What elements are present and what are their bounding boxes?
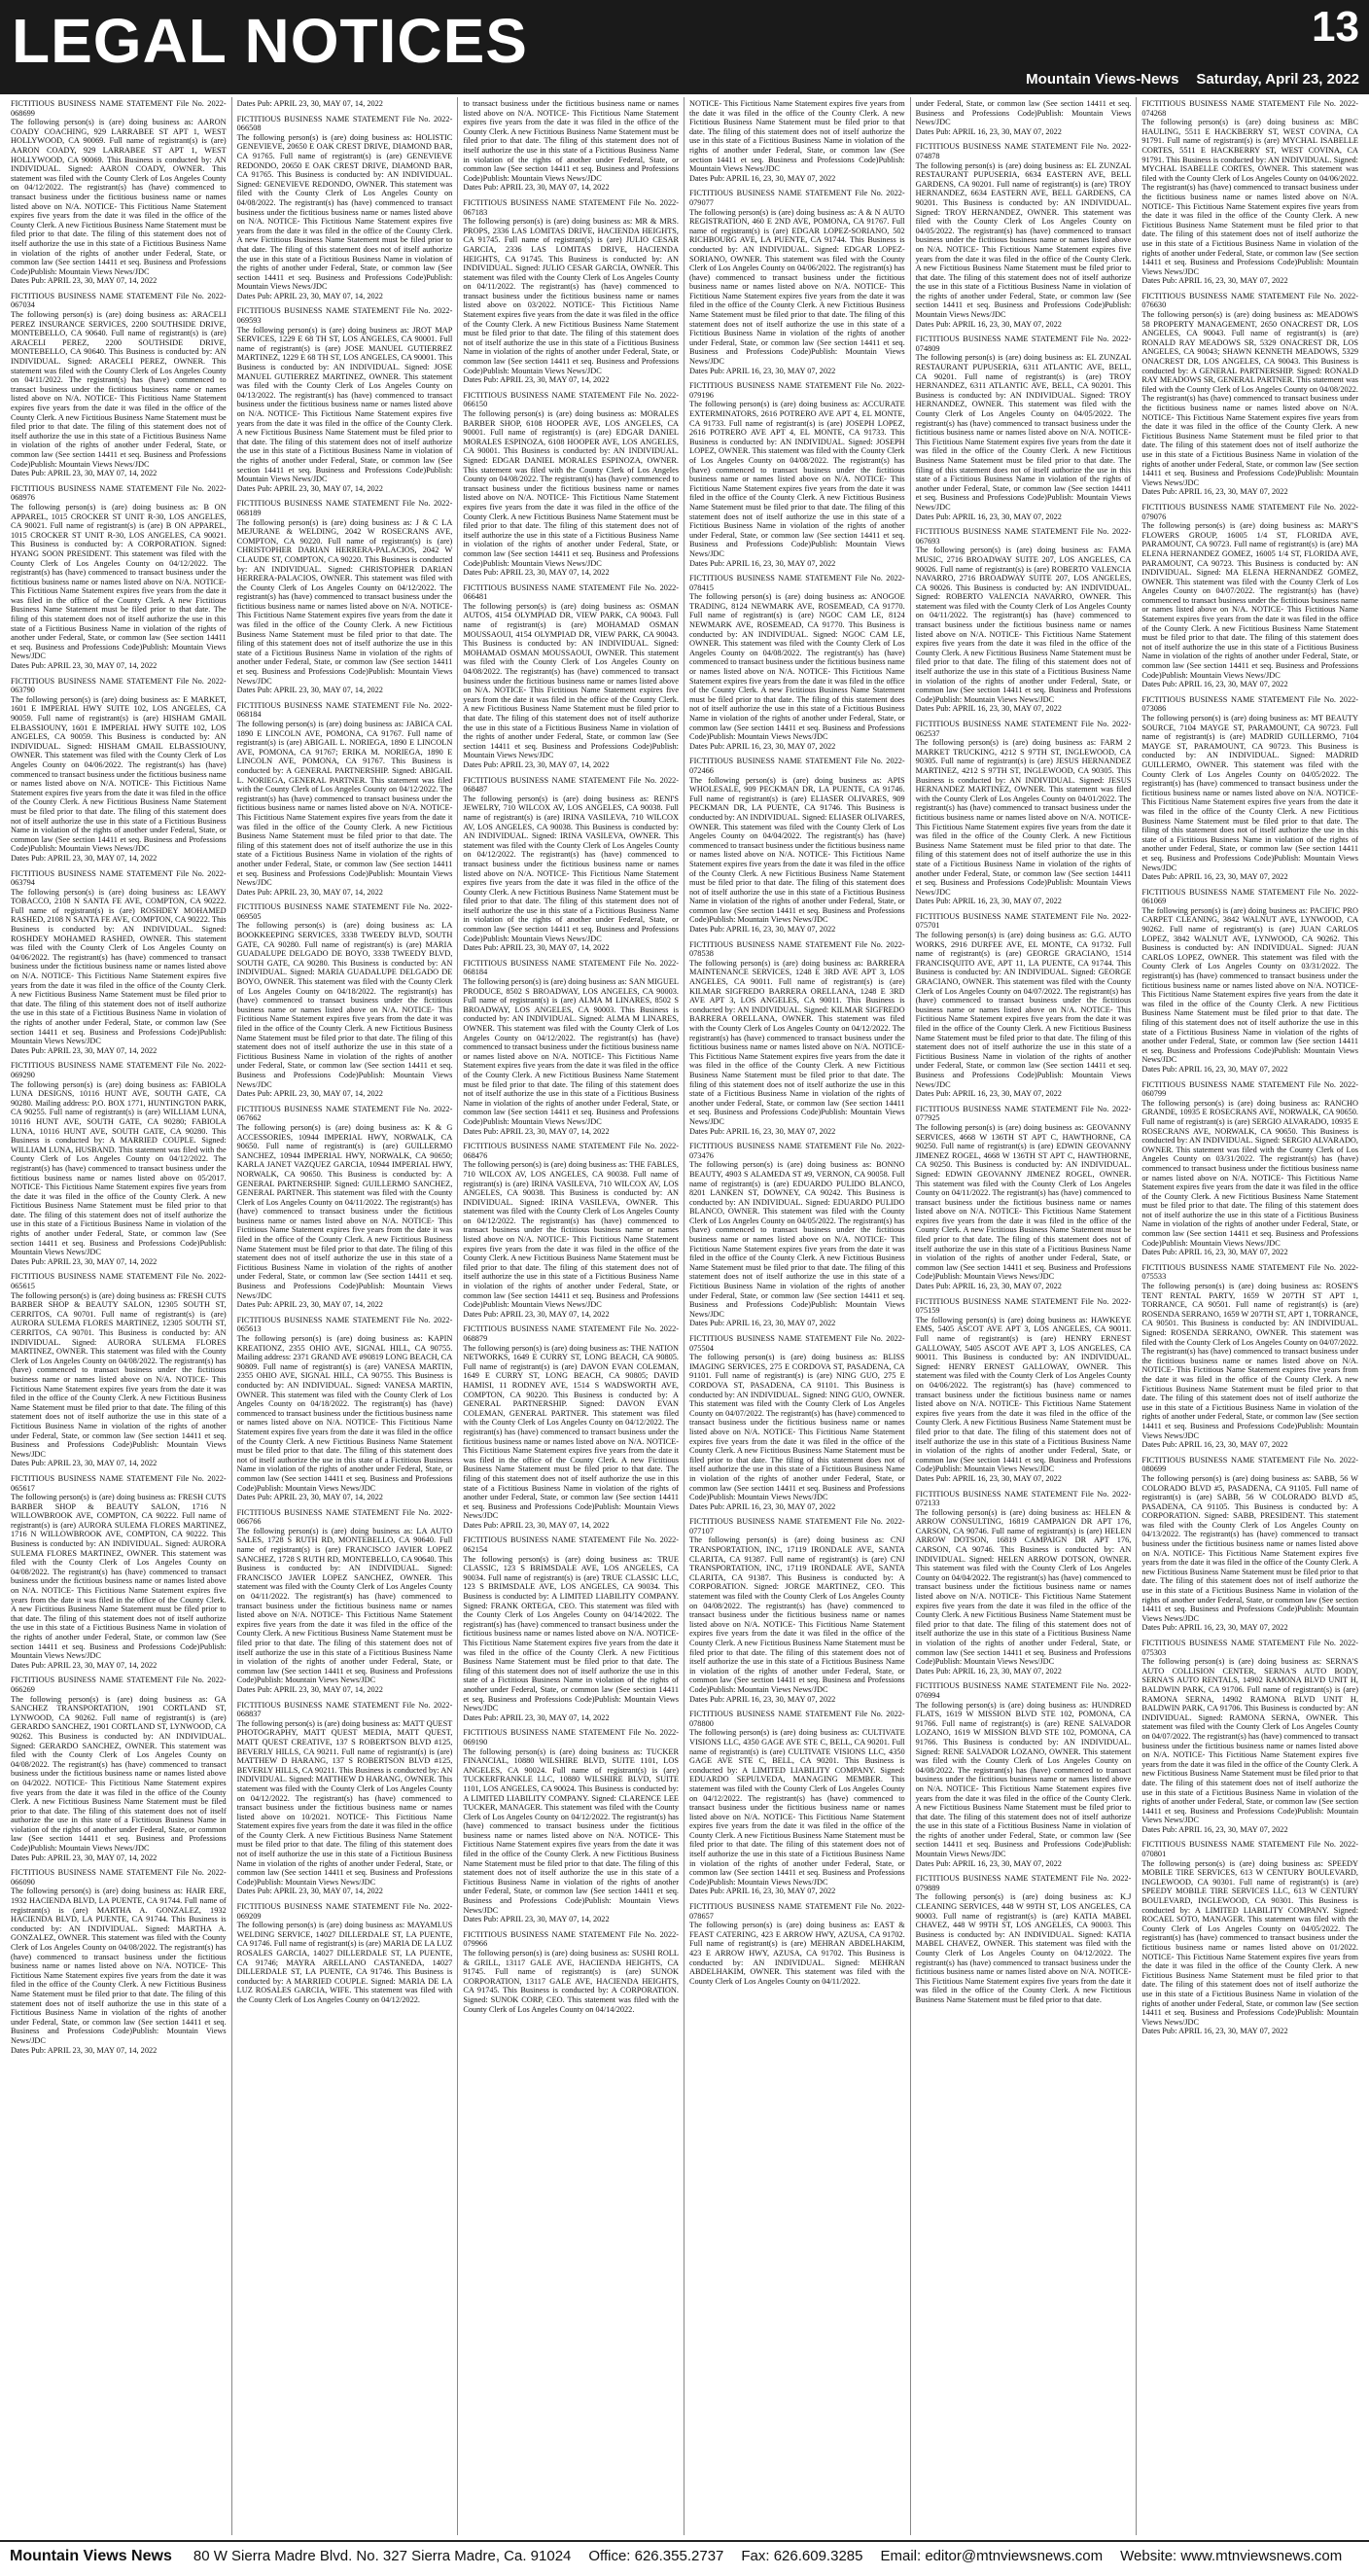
notice-publication-dates: Dates Pub: APRIL 23, 30, MAY 07, 14, 2022 bbox=[11, 1853, 158, 1862]
notice-heading: FICTITIOUS BUSINESS NAME STATEMENT File No. 2022-079076 bbox=[1141, 502, 1358, 521]
notice-publication-dates: Dates Pub: APRIL 16, 23, 30, MAY 07, 2022 bbox=[689, 558, 836, 568]
notice-body: under Federal, State, or common law (See section 14411 et seq. Business and Professions Code)Publish: Mountain Views News/JDC bbox=[915, 99, 1132, 127]
notice-body: The following person(s) is (are) doing business as: LA BOOKKEEPING SERVICES, 3338 TWEEDY BLVD, SOUTH GATE, CA 90280. Full name of registrant(s) is (are) MARIA GUADALUPE DELGADO DE BOYO, 3338 TWEEDY BLVD, SOUTH GATE, CA 90280. This Business is conducted by: AN INDIVIDUAL. Signed: MARIA GUADALUPE DELGADO DE BOYO, OWNER. This statement was filed with the County Clerk of Los Angeles County on 04/18/2022. The registrant(s) has (have) commenced to transact business under the fictitious business name or names listed above on N/A. NOTICE- This Fictitious Name Statement expires five years from the date it was filed in the office of the County Clerk. A new Fictitious Business Name Statement must be filed prior to that date. The filing of this statement does not of itself authorize the use in this state of a Fictitious Business Name in violation of the rights of another under Federal, State, or common law (See section 14411 et seq. Business and Professions Code)Publish: Mountain Views News/JDC bbox=[236, 921, 453, 1089]
notice-publication-dates: Dates Pub: APRIL 23, 30, MAY 07, 14, 2022 bbox=[236, 1887, 383, 1896]
legal-notice bbox=[11, 1474, 227, 1670]
notice-column bbox=[1137, 97, 1363, 2535]
notice-body: to transact business under the fictitious business name or names listed above on N/A. NOTICE- This Fictitious Name Statement expires five years from the date it was filed in the office of the County Clerk. A new Fictitious Business Name Statement must be filed prior to that date. The filing of this statement does not of itself authorize the use in this state of a Fictitious Business Name in violation of the rights of another under Federal, State, or common law (See section 14411 et seq. Business and Professions Code)Publish: Mountain Views News/JDC bbox=[463, 99, 679, 183]
notice-publication-dates: Dates Pub: APRIL 23, 30, MAY 07, 14, 2022 bbox=[463, 943, 610, 953]
notice-publication-dates: Dates Pub: APRIL 23, 30, MAY 07, 14, 2022 bbox=[463, 759, 610, 769]
notice-body: The following person(s) is (are) doing business as: JROT MAP SERVICES, 1229 E 68 TH ST, LOS ANGELES, CA 90001. Full name of registrant(s) is (are) JOSE MANUEL GUTIERREZ MARTINEZ, 1229 E 68 TH ST, LOS ANGELES, CA 90001. This Business is conducted by: AN INDIVIDUAL. Signed: JOSE MANUEL GUTIERREZ MARTINEZ, OWNER. This statement was filed with the County Clerk of Los Angeles County on 04/13/2022. The registrant(s) has (have) commenced to transact business under the fictitious business name or names listed above on N/A. NOTICE- This Fictitious Name Statement expires five years from the date it was filed in the office of the County Clerk. A new Fictitious Business Name Statement must be filed prior to that date. The filing of this statement does not of itself authorize the use in this state of a Fictitious Business Name in violation of the rights of another under Federal, State, or common law (See section 14411 et seq. Business and Professions Code)Publish: Mountain Views News/JDC bbox=[236, 325, 453, 484]
notice-heading: FICTITIOUS BUSINESS NAME STATEMENT File No. 2022-068879 bbox=[463, 1324, 679, 1343]
notice-heading: FICTITIOUS BUSINESS NAME STATEMENT File No. 2022-074268 bbox=[1141, 99, 1358, 118]
notice-publication-dates: Dates Pub: APRIL 23, 30, MAY 07, 14, 2022 bbox=[463, 1520, 610, 1530]
legal-notice bbox=[916, 527, 1132, 714]
notice-heading: FICTITIOUS BUSINESS NAME STATEMENT File No. 2022-066090 bbox=[11, 1868, 227, 1887]
legal-notice bbox=[237, 306, 453, 493]
notice-body: The following person(s) is (are) doing business as: JABICA CAL 1890 E LINCOLN AVE, POMONA, CA 91767. Full name of registrant(s) is (are) ABIGAIL L. NORIEGA, 1890 E LINCOLN AVE, POMONA, CA 91767; ERIKA M. NORIEGA, 1890 E LINCOLN AVE, POMONA, CA 91767. This Business is conducted by: A GENERAL PARTNERSHIP. Signed: ABIGAIL L. NORIEGA, GENERAL PARTNER. This statement was filed with the County Clerk of Los Angeles County on 04/12/2022. The registrant(s) has (have) commenced to transact business under the fictitious business name or names listed above on N/A. NOTICE- This Fictitious Name Statement expires five years from the date it was filed in the office of the County Clerk. A new Fictitious Business Name Statement must be filed prior to that date. The filing of this statement does not of itself authorize the use in this state of a Fictitious Business Name in violation of the rights of another under Federal, State, or common law (See section 14411 et seq. Business and Professions Code)Publish: Mountain Views News/JDC bbox=[236, 720, 453, 888]
legal-notice bbox=[916, 720, 1132, 906]
legal-notice bbox=[1141, 292, 1358, 497]
notice-body: The following person(s) is (are) doing business as: J & C LA MEJURANE & WELDING, 2042 W ROSECRANS AVE, COMPTON, CA 90220. Full name of registrant(s) is (are) CHRISTOPHER DARIAN HERRERA-PALACIOS, 2042 W CLAUDE ST, COMPTON, CA 90220. This Business is conducted by: AN INDIVIDUAL. Signed: CHRISTOPHER DARIAN HERRERA-PALACIOS, OWNER. This statement was filed with the County Clerk of Los Angeles County on 04/12/2022. The registrant(s) has (have) commenced to transact business under the fictitious business name or names listed above on N/A. NOTICE- This Fictitious Name Statement expires five years from the date it was filed in the office of the County Clerk. A new Fictitious Business Name Statement must be filed prior to that date. The filing of this statement does not of itself authorize the use in this state of a Fictitious Business Name in violation of the rights of another under Federal, State, or common law (See section 14411 et seq. Business and Professions Code)Publish: Mountain Views News/JDC bbox=[236, 517, 453, 686]
notice-heading: FICTITIOUS BUSINESS NAME STATEMENT File No. 2022-067693 bbox=[915, 527, 1132, 546]
notice-publication-dates: Dates Pub: APRIL 16, 23, 30, MAY 07, 2022 bbox=[689, 1319, 836, 1328]
notice-body: The following person(s) is (are) doing business as: KAPIN KREATIONZ, 2355 OHIO AVE, SIGNAL HILL, CA 90755. Mailing address: 2371 GRAND AVE #90819 LONG BEACH, CA 90809. Full name of registrant(s) is (are) VANESA MARTIN, 2355 OHIO AVE, SIGNAL HILL, CA 90755. This Business is conducted by: AN INDIVIDUAL. Signed: VANESA MARTIN, OWNER. This statement was filed with the County Clerk of Los Angeles County on 04/18/2022. The registrant(s) has (have) commenced to transact business under the fictitious business name or names listed above on N/A. NOTICE- This Fictitious Name Statement expires five years from the date it was filed in the office of the County Clerk. A new Fictitious Business Name Statement must be filed prior to that date. The filing of this statement does not of itself authorize the use in this state of a Fictitious Business Name in violation of the rights of another under Federal, State, or common law (See section 14411 et seq. Business and Professions Code)Publish: Mountain Views News/JDC bbox=[236, 1334, 453, 1493]
notice-heading: FICTITIOUS BUSINESS NAME STATEMENT File No. 2022-067034 bbox=[11, 291, 227, 310]
notice-body: The following person(s) is (are) doing business as: MATT QUEST PHOTOGRAPHY, MATT QUEST MEDIA, MATT QUEST, MATT QUEST CREATIVE, 137 S ROBERTSON BLVD #125, BEVERLY HILLS, CA 90211. Full name of registrant(s) is (are) MATTHEW D HARANG, 137 S ROBERTSON BLVD #125, BEVERLY HILLS, CA 90211. This Business is conducted by: AN INDIVIDUAL. Signed: MATTHEW D HARANG, OWNER. This statement was filed with the County Clerk of Los Angeles County on 04/12/2022. The registrant(s) has (have) commenced to transact business under the fictitious business name or names listed above on 10/2021. NOTICE- This Fictitious Name Statement expires five years from the date it was filed in the office of the County Clerk. A new Fictitious Business Name Statement must be filed prior to that date. The filing of this statement does not of itself authorize the use in this state of a Fictitious Business Name in violation of the rights of another under Federal, State, or common law (See section 14411 et seq. Business and Professions Code)Publish: Mountain Views News/JDC bbox=[236, 1718, 453, 1887]
notice-column bbox=[458, 97, 684, 2535]
legal-notice bbox=[916, 912, 1132, 1099]
legal-notice bbox=[463, 583, 679, 770]
legal-notice bbox=[689, 574, 905, 751]
notice-body: The following person(s) is (are) doing business as: ROSEN'S TENT RENTAL PARTY, 1659 W 207TH ST APT 1, TORRANCE, CA 90501. Full name of registrant(s) is (are) ROSENDA SERRANO, 1659 W 207TH ST, APT 1, TORRANCE, CA 90501. This Business is conducted by: AN INDIVIDUAL. Signed: ROSENDA SERRANO, OWNER. This statement was filed with the County Clerk of Los Angeles County on 04/07/2022. The registrant(s) has (have) commenced to transact business under the fictitious business name or names listed above on N/A. NOTICE- This Fictitious Name Statement expires five years from the date it was filed in the office of the County Clerk. A new Fictitious Business Name Statement must be filed prior to that date. The filing of this statement does not of itself authorize the use in this state of a Fictitious Business Name in violation of the rights of another under Federal, State, or common law (See section 14411 et seq. Business and Professions Code)Publish: Mountain Views News/JDC bbox=[1141, 1282, 1358, 1440]
notice-heading: FICTITIOUS BUSINESS NAME STATEMENT File No. 2022-066766 bbox=[236, 1507, 453, 1527]
notice-body: The following person(s) is (are) doing business as: K & G ACCESSORIES, 10944 IMPERIAL HWY, NORWALK, CA 90650. Full name of registrant(s) is (are) GUILLERMO SANCHEZ, 10944 IMPERIAL HWY, NORWALK, CA 90650; KARLA JANET VAZQUEZ GARCIA, 10944 IMPERIAL HWY, NORWALK, CA 90650. This Business is conducted by: A GENERAL PARTNERSHIP. Signed: GUILLERMO SANCHEZ, GENERAL PARTNER. This statement was filed with the County Clerk of Los Angeles County on 04/11/2022. The registrant(s) has (have) commenced to transact business under the fictitious business name or names listed above on N/A. NOTICE- This Fictitious Name Statement expires five years from the date it was filed in the office of the County Clerk. A new Fictitious Business Name Statement must be filed prior to that date. The filing of this statement does not of itself authorize the use in this state of a Fictitious Business Name in violation of the rights of another under Federal, State, or common law (See section 14411 et seq. Business and Professions Code)Publish: Mountain Views News/JDC bbox=[236, 1122, 453, 1300]
issue-date: Saturday, April 23, 2022 bbox=[1196, 71, 1359, 88]
notice-publication-dates: Dates Pub: APRIL 16, 23, 30, MAY 07, 2022 bbox=[689, 1501, 836, 1511]
notice-body: The following person(s) is (are) doing business as: GEOVANNY SERVICES, 4668 W 136TH ST APT C, HAWTHORNE, CA 90250. Full name of registrant(s) is (are) EDWIN GEOVANNY JIMENEZ ROGEL, 4668 W 136TH ST APT C, HAWTHORNE, CA 90250. This Business is conducted by: AN INDIVIDUAL. Signed: EDWIN GEOVANNY JIMENEZ ROGEL, OWNER. This statement was filed with the County Clerk of Los Angeles County on 04/11/2022. The registrant(s) has (have) commenced to transact business under the fictitious business name or names listed above on N/A. NOTICE- This Fictitious Name Statement expires five years from the date it was filed in the office of the County Clerk. A new Fictitious Business Name Statement must be filed prior to that date. The filing of this statement does not of itself authorize the use in this state of a Fictitious Business Name in violation of the rights of another under Federal, State, or common law (See section 14411 et seq. Business and Professions Code)Publish: Mountain Views News/JDC bbox=[915, 1122, 1132, 1282]
notice-publication-dates: Dates Pub: APRIL 23, 30, MAY 07, 14, 2022 bbox=[463, 1915, 610, 1924]
notice-publication-dates: Dates Pub: APRIL 16, 23, 30, MAY 07, 2022 bbox=[1141, 487, 1288, 497]
notice-publication-dates: Dates Pub: APRIL 23, 30, MAY 07, 14, 2022 bbox=[236, 483, 383, 493]
notice-publication-dates: Dates Pub: APRIL 23, 30, MAY 07, 14, 2022 bbox=[11, 1660, 158, 1670]
notice-publication-dates: Dates Pub: APRIL 16, 23, 30, MAY 07, 2022 bbox=[915, 1666, 1062, 1676]
notice-heading: FICTITIOUS BUSINESS NAME STATEMENT File No. 2022-076630 bbox=[1141, 291, 1358, 310]
notice-body: The following person(s) is (are) doing business as: HAWKEYE EMS, 5405 ASCOT AVE APT 3, LOS ANGELES, CA 90011. Full name of registrant(s) is (are) HENRY ERNEST GALLOWAY, 5405 ASCOT AVE APT 3, LOS ANGELES, CA 90011. This Business is conducted by: AN INDIVIDUAL. Signed: HENRY ERNEST GALLOWAY, OWNER. This statement was filed with the County Clerk of Los Angeles County on 04/06/2022. The registrant(s) has (have) commenced to transact business under the fictitious business name or names listed above on N/A. NOTICE- This Fictitious Name Statement expires five years from the date it was filed in the office of the County Clerk. A new Fictitious Business Name Statement must be filed prior to that date. The filing of this statement does not of itself authorize the use in this state of a Fictitious Business Name in violation of the rights of another under Federal, State, or common law (See section 14411 et seq. Business and Professions Code)Publish: Mountain Views News/JDC bbox=[915, 1315, 1132, 1474]
notice-heading: FICTITIOUS BUSINESS NAME STATEMENT File No. 2022-077925 bbox=[915, 1104, 1132, 1123]
legal-notice bbox=[237, 902, 453, 1098]
notice-body: The following person(s) is (are) doing business as: LA AUTO SALES, 1728 S RUTH RD, MONTEBELLO, CA 90640. Full name of registrant(s) is (are) FRANCISCO JAVIER LOPEZ SANCHEZ, 1728 S RUTH RD, MONTEBELLO, CA 90640. This Business is conducted by: AN INDIVIDUAL. Signed: FRANCISCO JAVIER LOPEZ SANCHEZ, OWNER. This statement was filed with the County Clerk of Los Angeles County on 04/11/2022. The registrant(s) has (have) commenced to transact business under the fictitious business name or names listed above on N/A. NOTICE- This Fictitious Name Statement expires five years from the date it was filed in the office of the County Clerk. A new Fictitious Business Name Statement must be filed prior to that date. The filing of this statement does not of itself authorize the use in this state of a Fictitious Business Name in violation of the rights of another under Federal, State, or common law (See section 14411 et seq. Business and Professions Code)Publish: Mountain Views News/JDC bbox=[236, 1526, 453, 1685]
legal-notice bbox=[1141, 1080, 1358, 1257]
notice-body: The following person(s) is (are) doing business as: THE NATION NETWORKS, 1649 E CURRY ST, LONG BEACH, CA 90805. Full name of registrant(s) is (are) DAVON EVAN COLEMAN, 1649 E CURRY ST, LONG BEACH, CA 90805; DAVID HAMISI, 11 RODNEY AVE, 1514 S WADSWORTH AVE, COMPTON, CA 90220. This Business is conducted by: A GENERAL PARTNERSHIP. Signed: DAVON EVAN COLEMAN, GENERAL PARTNER. This statement was filed with the County Clerk of Los Angeles County on 04/12/2022. The registrant(s) has (have) commenced to transact business under the fictitious business name or names listed above on N/A. NOTICE- This Fictitious Name Statement expires five years from the date it was filed in the office of the County Clerk. A new Fictitious Business Name Statement must be filed prior to that date. The filing of this statement does not of itself authorize the use in this state of a Fictitious Business Name in violation of the rights of another under Federal, State, or common law (See section 14411 et seq. Business and Professions Code)Publish: Mountain Views News/JDC bbox=[463, 1343, 679, 1521]
notice-body: The following person(s) is (are) doing business as: HOLISTIC GENEVIEVE, 20650 E OAK CREST DRIVE, DIAMOND BAR, CA 91765. Full name of registrant(s) is (are) GENEVIEVE REDONDO, 20650 E OAK CREST DRIVE, DIAMOND BAR, CA 91765. This Business is conducted by: AN INDIVIDUAL. Signed: GENEVIEVE REDONDO, OWNER. This statement was filed with the County Clerk of Los Angeles County on 04/08/2022. The registrant(s) has (have) commenced to transact business under the fictitious business name or names listed above on N/A. NOTICE- This Fictitious Name Statement expires five years from the date it was filed in the office of the County Clerk. A new Fictitious Business Name Statement must be filed prior to that date. The filing of this statement does not of itself authorize the use in this state of a Fictitious Business Name in violation of the rights of another under Federal, State, or common law (See section 14411 et seq. Business and Professions Code)Publish: Mountain Views News/JDC bbox=[236, 132, 453, 292]
notice-publication-dates: Dates Pub: APRIL 16, 23, 30, MAY 07, 2022 bbox=[689, 1694, 836, 1704]
notice-publication-dates: Dates Pub: APRIL 16, 23, 30, MAY 07, 2022 bbox=[915, 1089, 1062, 1099]
notice-body: The following person(s) is (are) doing business as: PACIFIC PRO CARPET CLEANING, 3842 WALNUT AVE, LYNWOOD, CA 90262. Full name of registrant(s) is (are) JUAN CARLOS LOPEZ, 3842 WALNUT AVE, LYNWOOD, CA 90262. This Business is conducted by: AN INDIVIDUAL. Signed: JUAN CARLOS LOPEZ, OWNER. This statement was filed with the County Clerk of Los Angeles County on 03/31/2022. The registrant(s) has (have) commenced to transact business under the fictitious business name or names listed above on N/A. NOTICE- This Fictitious Name Statement expires five years from the date it was filed in the office of the County Clerk. A new Fictitious Business Name Statement must be filed prior to that date. The filing of this statement does not of itself authorize the use in this state of a Fictitious Business Name in violation of the rights of another under Federal, State, or common law (See section 14411 et seq. Business and Professions Code)Publish: Mountain Views News/JDC bbox=[1141, 905, 1358, 1065]
notice-heading: FICTITIOUS BUSINESS NAME STATEMENT File No. 2022-066269 bbox=[11, 1676, 227, 1694]
notice-heading: FICTITIOUS BUSINESS NAME STATEMENT File No. 2022-069290 bbox=[11, 1061, 227, 1079]
notice-publication-dates: Dates Pub: APRIL 16, 23, 30, MAY 07, 2022 bbox=[915, 319, 1062, 329]
legal-notice bbox=[11, 99, 227, 286]
notice-publication-dates: Dates Pub: APRIL 16, 23, 30, MAY 07, 2022 bbox=[915, 1858, 1062, 1868]
notice-heading: FICTITIOUS BUSINESS NAME STATEMENT File No. 2022-063790 bbox=[11, 676, 227, 695]
notice-heading: FICTITIOUS BUSINESS NAME STATEMENT File No. 2022-068184 bbox=[463, 958, 679, 977]
notice-heading: FICTITIOUS BUSINESS NAME STATEMENT File No. 2022-066508 bbox=[236, 114, 453, 133]
notice-body: The following person(s) is (are) doing business as: SABB, 56 W COLORADO BLVD #5, PASADENA, CA 91105. Full name of registrant(s) is (are) SABB, 56 W COLORADO BLVD #5, PASADENA, CA 91105. This Business is conducted by: A CORPORATION. Signed: SABB, PRESIDENT. This statement was filed with the County Clerk of Los Angeles County on 04/13/2022. The registrant(s) has (have) commenced to transact business under the fictitious business name or names listed above on N/A. NOTICE- This Fictitious Name Statement expires five years from the date it was filed in the office of the County Clerk. A new Fictitious Business Name Statement must be filed prior to that date. The filing of this statement does not of itself authorize the use in this state of a Fictitious Business Name in violation of the rights of another under Federal, State, or common law (See section 14411 et seq. Business and Professions Code)Publish: Mountain Views News/JDC bbox=[1141, 1473, 1358, 1623]
notice-heading: FICTITIOUS BUSINESS NAME STATEMENT File No. 2022-079077 bbox=[689, 189, 905, 207]
legal-notice bbox=[689, 189, 905, 375]
notice-body: The following person(s) is (are) doing business as: FAMA MUSIC, 2716 BROADWAY SUITE 207, LOS ANGELES, CA 90026. Full name of registrant(s) is (are) ROBERTO VALENCIA NAVARRO, 2716 BROADWAY SUITE 207, LOS ANGELES, CA 90026. This Business is conducted by: AN INDIVIDUAL. Signed: ROBERTO VALENCIA NAVARRO, OWNER. This statement was filed with the County Clerk of Los Angeles County on 04/11/2022. The registrant(s) has (have) commenced to transact business under the fictitious business name or names listed above on N/A. NOTICE- This Fictitious Name Statement expires five years from the date it was filed in the office of the County Clerk. A new Fictitious Business Name Statement must be filed prior to that date. The filing of this statement does not of itself authorize the use in this state of a Fictitious Business Name in violation of the rights of another under Federal, State, or common law (See section 14411 et seq. Business and Professions Code)Publish: Mountain Views News/JDC bbox=[915, 546, 1132, 704]
notice-publication-dates: Dates Pub: APRIL 23, 30, MAY 07, 14, 2022 bbox=[463, 1712, 610, 1722]
notice-publication-dates: Dates Pub: APRIL 16, 23, 30, MAY 07, 2022 bbox=[1141, 1824, 1288, 1834]
legal-notice bbox=[689, 381, 905, 568]
notice-heading: FICTITIOUS BUSINESS NAME STATEMENT File No. 2022-073476 bbox=[689, 1142, 905, 1160]
notice-publication-dates: Dates Pub: APRIL 23, 30, MAY 07, 14, 2022 bbox=[11, 1256, 158, 1266]
notice-body: The following person(s) is (are) doing business as: CNJ TRANSPORTATION, INC, 17119 IRONDALE AVE, SANTA CLARITA, CA 91387. Full name of registrant(s) is (are) CNJ TRANSPORTATION, INC, 17119 IRONDALE AVE, SANTA CLARITA, CA 91387. This Business is conducted by: A CORPORATION. Signed: JORGE MARTINEZ, CEO. This statement was filed with the County Clerk of Los Angeles County on 04/08/2022. The registrant(s) has (have) commenced to transact business under the fictitious business name or names listed above on N/A. NOTICE- This Fictitious Name Statement expires five years from the date it was filed in the office of the County Clerk. A new Fictitious Business Name Statement must be filed prior to that date. The filing of this statement does not of itself authorize the use in this state of a Fictitious Business Name in violation of the rights of another under Federal, State, or common law (See section 14411 et seq. Business and Professions Code)Publish: Mountain Views News/JDC bbox=[689, 1535, 905, 1694]
footer-address: 80 W Sierra Madre Blvd. No. 327 Sierra Madre, Ca. 91024 bbox=[193, 2548, 572, 2564]
notice-heading: FICTITIOUS BUSINESS NAME STATEMENT File No. 2022-063794 bbox=[11, 868, 227, 888]
legal-notice bbox=[1141, 1456, 1358, 1633]
notice-heading: FICTITIOUS BUSINESS NAME STATEMENT File No. 2022-076994 bbox=[915, 1681, 1132, 1700]
notice-publication-dates: Dates Pub: APRIL 16, 23, 30, MAY 07, 2022 bbox=[689, 741, 836, 751]
notice-body: The following person(s) is (are) doing business as: BARRERA MAINTENANCE SERVICES, 1248 E 3RD AVE APT 3, LOS ANGELES, CA 90011. Full name of registrant(s) is (are) KILMAR SIGFREDO BARRERA ORELLANA, 1248 E 3RD AVE APT 3, LOS ANGELES, CA 90011. This Business is conducted by: AN INDIVIDUAL. Signed: KILMAR SIGFREDO BARRERA ORELLANA, OWNER. This statement was filed with the County Clerk of Los Angeles County on 04/12/2022. The registrant(s) has (have) commenced to transact business under the fictitious business name or names listed above on N/A. NOTICE- This Fictitious Name Statement expires five years from the date it was filed in the office of the County Clerk. A new Fictitious Business Name Statement must be filed prior to that date. The filing of this statement does not of itself authorize the use in this state of a Fictitious Business Name in violation of the rights of another under Federal, State, or common law (See section 14411 et seq. Business and Professions Code)Publish: Mountain Views News/JDC bbox=[689, 958, 905, 1126]
notice-heading: FICTITIOUS BUSINESS NAME STATEMENT File No. 2022-075701 bbox=[915, 911, 1132, 931]
notice-heading: FICTITIOUS BUSINESS NAME STATEMENT File No. 2022-074878 bbox=[915, 142, 1132, 160]
legal-notice bbox=[11, 869, 227, 1056]
notice-body: The following person(s) is (are) doing business as: RANCHO GRANDE, 10935 E ROSECRANS AVE, NORWALK, CA 90650. Full name of registrant(s) is (are) SERGIO ALVARADO, 10935 E ROSECRANS AVE, NORWALK, CA 90650. This Business is conducted by: AN INDIVIDUAL. Signed: SERGIO ALVARADO, OWNER. This statement was filed with the County Clerk of Los Angeles County on 03/31/2022. The registrant(s) has (have) commenced to transact business under the fictitious business name or names listed above on N/A. NOTICE- This Fictitious Name Statement expires five years from the date it was filed in the office of the County Clerk. A new Fictitious Business Name Statement must be filed prior to that date. The filing of this statement does not of itself authorize the use in this state of a Fictitious Business Name in violation of the rights of another under Federal, State, or common law (See section 14411 et seq. Business and Professions Code)Publish: Mountain Views News/JDC bbox=[1141, 1098, 1358, 1248]
legal-notice bbox=[916, 1681, 1132, 1868]
legal-notice bbox=[689, 757, 905, 934]
notice-heading: FICTITIOUS BUSINESS NAME STATEMENT File No. 2022-061069 bbox=[1141, 887, 1358, 906]
notice-publication-dates: Dates Pub: APRIL 23, 30, MAY 07, 14, 2022 bbox=[236, 1493, 383, 1502]
legal-notice bbox=[1141, 1639, 1358, 1834]
legal-notice bbox=[237, 1701, 453, 1896]
notice-body: The following person(s) is (are) doing business as: SAN MIGUEL PRODUCE, 8502 S BROADWAY, LOS ANGELES, CA 90003. Full name of registrant(s) is (are) ALMA M LINARES, 8502 S BROADWAY, LOS ANGELES, CA 90003. This Business is conducted by: AN INDIVIDUAL. Signed: ALMA M LINARES, OWNER. This statement was filed with the County Clerk of Los Angeles County on 04/12/2022. The registrant(s) has (have) commenced to transact business under the fictitious business name or names listed above on N/A. NOTICE- This Fictitious Name Statement expires five years from the date it was filed in the office of the County Clerk. A new Fictitious Business Name Statement must be filed prior to that date. The filing of this statement does not of itself authorize the use in this state of a Fictitious Business Name in violation of the rights of another under Federal, State, or common law (See section 14411 et seq. Business and Professions Code)Publish: Mountain Views News/JDC bbox=[463, 977, 679, 1126]
notice-publication-dates: Dates Pub: APRIL 23, 30, MAY 07, 14, 2022 bbox=[236, 686, 383, 695]
notice-body: The following person(s) is (are) doing business as: ACCURATE EXTERMINATORS, 2616 POTRERO AVE APT 4, EL MONTE, CA 91733. Full name of registrant(s) is (are) JOSEPH LOPEZ, 2616 POTRERO AVE APT 4, EL MONTE, CA 91733. This Business is conducted by: AN INDIVIDUAL. Signed: JOSEPH LOPEZ, OWNER. This statement was filed with the County Clerk of Los Angeles County on 04/08/2022. The registrant(s) has (have) commenced to transact business under the fictitious business name or names listed above on N/A. NOTICE- This Fictitious Name Statement expires five years from the date it was filed in the office of the County Clerk. A new Fictitious Business Name Statement must be filed prior to that date. The filing of this statement does not of itself authorize the use in this state of a Fictitious Business Name in violation of the rights of another under Federal, State, or common law (See section 14411 et seq. Business and Professions Code)Publish: Mountain Views News/JDC bbox=[689, 400, 905, 558]
paper-name: Mountain Views-News bbox=[1026, 71, 1179, 88]
legal-notice bbox=[1141, 99, 1358, 286]
notice-publication-dates: Dates Pub: APRIL 23, 30, MAY 07, 14, 2022 bbox=[236, 1089, 383, 1099]
notice-body: The following person(s) is (are) doing business as: G.G. AUTO WORKS, 2916 DURFEE AVE, EL MONTE, CA 91732. Full name of registrant(s) is (are) GEORGE GRACIANO, 1514 FRANCISQUITO AVE, APT 11, LA PUENTE, CA 91744. This Business is conducted by: AN INDIVIDUAL. Signed: GEORGE GRACIANO, OWNER. This statement was filed with the County Clerk of Los Angeles County on 04/07/2022. The registrant(s) has (have) commenced to transact business under the fictitious business name or names listed above on N/A. NOTICE- This Fictitious Name Statement expires five years from the date it was filed in the office of the County Clerk. A new Fictitious Business Name Statement must be filed prior to that date. The filing of this statement does not of itself authorize the use in this state of a Fictitious Business Name in violation of the rights of another under Federal, State, or common law (See section 14411 et seq. Business and Professions Code)Publish: Mountain Views News/JDC bbox=[915, 931, 1132, 1089]
notice-publication-dates: Dates Pub: APRIL 16, 23, 30, MAY 07, 2022 bbox=[689, 1887, 836, 1896]
legal-notice bbox=[916, 1490, 1132, 1676]
notice-publication-dates: Dates Pub: APRIL 16, 23, 30, MAY 07, 2022 bbox=[915, 704, 1062, 714]
legal-notice bbox=[916, 335, 1132, 521]
notice-body: The following person(s) is (are) doing business as: APIS WHOLESALE, 909 PECKMAN DR, LA PUENTE, CA 91746. Full name of registrant(s) is (are) ELIASER OLIVARES, 909 PECKMAN DR, LA PUENTE, CA 91746. This Business is conducted by: AN INDIVIDUAL. Signed: ELIASER OLIVARES, OWNER. This statement was filed with the County Clerk of Los Angeles County on 04/04/2022. The registrant(s) has (have) commenced to transact business under the fictitious business name or names listed above on N/A. NOTICE- This Fictitious Name Statement expires five years from the date it was filed in the office of the County Clerk. A new Fictitious Business Name Statement must be filed prior to that date. The filing of this statement does not of itself authorize the use in this state of a Fictitious Business Name in violation of the rights of another under Federal, State, or common law (See section 14411 et seq. Business and Professions Code)Publish: Mountain Views News/JDC bbox=[689, 775, 905, 925]
legal-notice bbox=[689, 1902, 905, 1986]
notice-heading: FICTITIOUS BUSINESS NAME STATEMENT File No. 2022-067183 bbox=[463, 197, 679, 217]
legal-notice bbox=[237, 1902, 453, 2005]
notice-heading: FICTITIOUS BUSINESS NAME STATEMENT File No. 2022-069209 bbox=[236, 1902, 453, 1921]
legal-notice bbox=[237, 701, 453, 897]
notice-body: The following person(s) is (are) doing business as: MT BEAUTY SOURCE, 7104 MAYGE ST, PARAMOUNT, CA 90723. Full name of registrant(s) is (are) MADRID GUILLERMO, 7104 MAYGE ST, PARAMOUNT, CA 90723. This Business is conducted by: AN INDIVIDUAL. Signed: MADRID GUILLERMO, OWNER. This statement was filed with the County Clerk of Los Angeles County on 04/05/2022. The registrant(s) has (have) commenced to transact business under the fictitious business name or names listed above on N/A. NOTICE- This Fictitious Name Statement expires five years from the date it was filed in the office of the County Clerk. A new Fictitious Business Name Statement must be filed prior to that date. The filing of this statement does not of itself authorize the use in this state of a Fictitious Business Name in violation of the rights of another under Federal, State, or common law (See section 14411 et seq. Business and Professions Code)Publish: Mountain Views News/JDC bbox=[1141, 714, 1358, 872]
notice-body: The following person(s) is (are) doing business as: HUNDRED FLATS, 1619 W MISSION BLVD STE 102, POMONA, CA 91766. Full name of registrant(s) is (are) RENE SALVADOR LOZANO, 1619 W MISSION BLVD STE 102, POMONA, CA 91766. This Business is conducted by: AN INDIVIDUAL. Signed: RENE SALVADOR LOZANO, OWNER. This statement was filed with the County Clerk of Los Angeles County on 04/08/2022. The registrant(s) has (have) commenced to transact business under the fictitious business name or names listed above on N/A. NOTICE- This Fictitious Name Statement expires five years from the date it was filed in the office of the County Clerk. A new Fictitious Business Name Statement must be filed prior to that date. The filing of this statement does not of itself authorize the use in this state of a Fictitious Business Name in violation of the rights of another under Federal, State, or common law (See section 14411 et seq. Business and Professions Code)Publish: Mountain Views News/JDC bbox=[915, 1700, 1132, 1859]
notice-body: The following person(s) is (are) doing business as: MEADOWS 58 PROPERTY MANAGEMENT, 2650 ONACREST DR, LOS ANGELES, CA 90043. Full name of registrant(s) is (are) RONALD RAY MEADOWS SR, 5329 ONACREST DR, LOS ANGELES, CA 90043; SHAWN KENNETH MEADOWS, 5329 ONACREST DR, LOS ANGELES, CA 90043. This Business is conducted by: A GENERAL PARTNERSHIP. Signed: RONALD RAY MEADOWS SR, GENERAL PARTNER. This statement was filed with the County Clerk of Los Angeles County on 04/08/2022. The registrant(s) has (have) commenced to transact business under the fictitious business name or names listed above on N/A. NOTICE- This Fictitious Name Statement expires five years from the date it was filed in the office of the County Clerk. A new Fictitious Business Name Statement must be filed prior to that date. The filing of this statement does not of itself authorize the use in this state of a Fictitious Business Name in violation of the rights of another under Federal, State, or common law (See section 14411 et seq. Business and Professions Code)Publish: Mountain Views News/JDC bbox=[1141, 310, 1358, 487]
notice-body: The following person(s) is (are) doing business as: A & N AUTO REGISTRATION, 460 E 2ND AVE, POMONA, CA 91767. Full name of registrant(s) is (are) EDGAR LOPEZ-SORIANO, 502 RICHBOURG AVE, LA PUENTE, CA 91744. This Business is conducted by: AN INDIVIDUAL. Signed: EDGAR LOPEZ-SORIANO, OWNER. This statement was filed with the County Clerk of Los Angeles County on 04/06/2022. The registrant(s) has (have) commenced to transact business under the fictitious business name or names listed above on N/A. NOTICE- This Fictitious Name Statement expires five years from the date it was filed in the office of the County Clerk. A new Fictitious Business Name Statement must be filed prior to that date. The filing of this statement does not of itself authorize the use in this state of a Fictitious Business Name in violation of the rights of another under Federal, State, or common law (See section 14411 et seq. Business and Professions Code)Publish: Mountain Views News/JDC bbox=[689, 207, 905, 367]
legal-notice bbox=[916, 1874, 1132, 2004]
legal-notice bbox=[1141, 1263, 1358, 1450]
notice-publication-dates: Dates Pub: APRIL 23, 30, MAY 07, 14, 2022 bbox=[11, 1459, 158, 1468]
legal-notice bbox=[689, 1710, 905, 1896]
notice-body: The following person(s) is (are) doing business as: ANOGOE TRADING, 8124 NEWMARK AVE, ROSEMEAD, CA 91770. Full name of registrant(s) is (are) NGOC CAM LE, 8124 NEWMARK AVE, ROSEMEAD, CA 91770. This Business is conducted by: AN INDIVIDUAL. Signed: NGOC CAM LE, OWNER. This statement was filed with the County Clerk of Los Angeles County on 04/08/2022. The registrant(s) has (have) commenced to transact business under the fictitious business name or names listed above on N/A. NOTICE- This Fictitious Name Statement expires five years from the date it was filed in the office of the County Clerk. A new Fictitious Business Name Statement must be filed prior to that date. The filing of this statement does not of itself authorize the use in this state of a Fictitious Business Name in violation of the rights of another under Federal, State, or common law (See section 14411 et seq. Business and Professions Code)Publish: Mountain Views News/JDC bbox=[689, 592, 905, 742]
notice-column bbox=[684, 97, 911, 2535]
legal-notice bbox=[463, 1142, 679, 1319]
legal-notice bbox=[1141, 888, 1358, 1075]
legal-notice bbox=[463, 959, 679, 1136]
masthead bbox=[0, 0, 1369, 94]
notice-publication-dates: Dates Pub: APRIL 23, 30, MAY 07, 14, 2022 bbox=[463, 375, 610, 385]
notice-publication-dates: Dates Pub: APRIL 16, 23, 30, MAY 07, 2022 bbox=[915, 897, 1062, 906]
notice-heading: FICTITIOUS BUSINESS NAME STATEMENT File No. 2022-068487 bbox=[463, 775, 679, 794]
legal-notice bbox=[1141, 1840, 1358, 2035]
notice-body: The following person(s) is (are) doing business as: THE FABLES, 710 WILCOX AV, LOS ANGELES, CA 90038. Full name of registrant(s) is (are) IRINA VASILEVA, 710 WILCOX AV, LOS ANGELES, CA 90038. This Business is conducted by: AN INDIVIDUAL. Signed: IRINA VASILEVA, OWNER. This statement was filed with the County Clerk of Los Angeles County on 04/12/2022. The registrant(s) has (have) commenced to transact business under the fictitious business name or names listed above on N/A. NOTICE- This Fictitious Name Statement expires five years from the date it was filed in the office of the County Clerk. A new Fictitious Business Name Statement must be filed prior to that date. The filing of this statement does not of itself authorize the use in this state of a Fictitious Business Name in violation of the rights of another under Federal, State, or common law (See section 14411 et seq. Business and Professions Code)Publish: Mountain Views News/JDC bbox=[463, 1160, 679, 1310]
notice-body: The following person(s) is (are) doing business as: FRESH CUTS BARBER SHOP & BEAUTY SALON, 1716 N WILLOWBROOK AVE, COMPTON, CA 90222. Full name of registrant(s) is (are) AURORA SULEMA FLORES MARTINEZ, 1716 N WILLOWBROOK AVE, COMPTON, CA 90222. This Business is conducted by: AN INDIVIDUAL. Signed: AURORA SULEMA FLORES MARTINEZ, OWNER. This statement was filed with the County Clerk of Los Angeles County on 04/08/2022. The registrant(s) has (have) commenced to transact business under the fictitious business name or names listed above on N/A. NOTICE- This Fictitious Name Statement expires five years from the date it was filed in the office of the County Clerk. A new Fictitious Business Name Statement must be filed prior to that date. The filing of this statement does not of itself authorize the use in this state of a Fictitious Business Name in violation of the rights of another under Federal, State, or common law (See section 14411 et seq. Business and Professions Code)Publish: Mountain Views News/JDC bbox=[11, 1493, 227, 1661]
legal-notice bbox=[916, 142, 1132, 329]
legal-notice bbox=[463, 99, 679, 193]
notice-publication-dates: Dates Pub: APRIL 16, 23, 30, MAY 07, 2022 bbox=[915, 1282, 1062, 1291]
legal-notice bbox=[237, 1105, 453, 1310]
legal-notice bbox=[916, 99, 1132, 136]
notice-heading: FICTITIOUS BUSINESS NAME STATEMENT File No. 2022-075533 bbox=[1141, 1262, 1358, 1282]
notice-publication-dates: Dates Pub: APRIL 23, 30, MAY 07, 14, 2022 bbox=[11, 853, 158, 863]
legal-notice bbox=[11, 292, 227, 478]
notice-publication-dates: Dates Pub: APRIL 16, 23, 30, MAY 07, 2022 bbox=[915, 512, 1062, 521]
footer-fax: Fax: 626.609.3285 bbox=[741, 2548, 863, 2564]
notice-publication-dates: Dates Pub: APRIL 16, 23, 30, MAY 07, 2022 bbox=[1141, 680, 1288, 689]
notice-body: The following person(s) is (are) doing business as: RENI'S JEWELRY, 710 WILCOX AV, LOS ANGELES, CA 90038. Full name of registrant(s) is (are) IRINA VASILEVA, 710 WILCOX AV, LOS ANGELES, CA 90038. This Business is conducted by: AN INDIVIDUAL. Signed: IRINA VASILEVA, OWNER. This statement was filed with the County Clerk of Los Angeles County on 04/12/2022. The registrant(s) has (have) commenced to transact business under the fictitious business name or names listed above on N/A. NOTICE- This Fictitious Name Statement expires five years from the date it was filed in the office of the County Clerk. A new Fictitious Business Name Statement must be filed prior to that date. The filing of this statement does not of itself authorize the use in this state of a Fictitious Business Name in violation of the rights of another under Federal, State, or common law (See section 14411 et seq. Business and Professions Code)Publish: Mountain Views News/JDC bbox=[463, 794, 679, 943]
notice-body: The following person(s) is (are) doing business as: MBC HAULING, 5511 E HACKBERRY ST, WEST COVINA, CA 91791. Full name of registrant(s) is (are) MYCHAL ISABELLE CORTES, 5511 E HACKBERRY ST, WEST COVINA, CA 91791. This Business is conducted by: AN INDIVIDUAL. Signed: MYCHAL ISABELLE CORTES, OWNER. This statement was filed with the County Clerk of Los Angeles County on 04/06/2022. The registrant(s) has (have) commenced to transact business under the fictitious business name or names listed above on N/A. NOTICE- This Fictitious Name Statement expires five years from the date it was filed in the office of the County Clerk. A new Fictitious Business Name Statement must be filed prior to that date. The filing of this statement does not of itself authorize the use in this state of a Fictitious Business Name in violation of the rights of another under Federal, State, or common law (See section 14411 et seq. Business and Professions Code)Publish: Mountain Views News/JDC bbox=[1141, 118, 1358, 276]
notice-body: The following person(s) is (are) doing business as: AARON COADY COACHING, 929 LARRABEE ST APT 1, WEST HOLLYWOOD, CA 90069. Full name of registrant(s) is (are) AARON COADY, 929 LARRABEE ST APT 1, WEST HOLLYWOOD, CA 90069. This Business is conducted by: AN INDIVIDUAL. Signed: AARON COADY, OWNER. This statement was filed with the County Clerk of Los Angeles County on 04/12/2022. The registrant(s) has (have) commenced to transact business under the fictitious business name or names listed above on N/A. NOTICE- This Fictitious Name Statement expires five years from the date it was filed in the office of the County Clerk. A new Fictitious Business Name Statement must be filed prior to that date. The filing of this statement does not of itself authorize the use in this state of a Fictitious Business Name in violation of the rights of another under Federal, State, or common law (See section 14411 et seq. Business and Professions Code)Publish: Mountain Views News/JDC bbox=[11, 118, 227, 276]
notice-body: The following person(s) is (are) doing business as: K.J CLEANING SERVICES, 448 W 99TH ST, LOS ANGELES, CA 90003. Full name of registrant(s) is (are) KATIA MABEL CHAVEZ, 448 W 99TH ST, LOS ANGELES, CA 90003. This Business is conducted by: AN INDIVIDUAL. Signed: KATIA MABEL CHAVEZ, OWNER. This statement was filed with the County Clerk of Los Angeles County on 04/12/2022. The registrant(s) has (have) commenced to transact business under the fictitious business name or names listed above on N/A. NOTICE- This Fictitious Name Statement expires five years from the date it was filed in the office of the County Clerk. A new Fictitious Business Name Statement must be filed prior to that date. bbox=[915, 1892, 1132, 2004]
notices-columns bbox=[6, 97, 1363, 2535]
notice-publication-dates: Dates Pub: APRIL 23, 30, MAY 07, 14, 2022 bbox=[11, 469, 158, 478]
legal-notice bbox=[11, 677, 227, 864]
legal-notice bbox=[237, 1508, 453, 1695]
notice-column bbox=[911, 97, 1138, 2535]
notice-body: The following person(s) is (are) doing business as: B ON APPAREL, 1015 CROCKER ST UNIT R-30, LOS ANGELES, CA 90021. Full name of registrant(s) is (are) B ON APPAREL, 1015 CROCKER ST UNIT R-30, LOS ANGELES, CA 90021. This Business is conducted by: A CORPORATION. Signed: HYANG SOON PRESIDENT. This statement was filed with the County Clerk of Los Angeles County on 04/12/2022. The registrant(s) has (have) commenced to transact business under the fictitious business name or names listed above on N/A. NOTICE- This Fictitious Name Statement expires five years from the date it was filed in the office of the County Clerk. A new Fictitious Business Name Statement must be filed prior to that date. The filing of this statement does not of itself authorize the use in this state of a Fictitious Business Name in violation of the rights of another under Federal, State, or common law (See section 14411 et seq. Business and Professions Code)Publish: Mountain Views News/JDC bbox=[11, 502, 227, 661]
notice-publication-dates: Dates Pub: APRIL 16, 23, 30, MAY 07, 2022 bbox=[1141, 1064, 1288, 1074]
legal-notice bbox=[11, 1676, 227, 1862]
notice-body: The following person(s) is (are) doing business as: MARY'S FLOWERS GROUP, 16005 1/4 ST, FLORIDA AVE, PARAMOUNT, CA 90723. Full name of registrant(s) is (are) MA ELENA HERNANDEZ GOMEZ, 16005 1/4 ST, FLORIDA AVE, PARAMOUNT, CA 90723. This Business is conducted by: AN INDIVIDUAL. Signed: MA ELENA HERNANDEZ GOMEZ, OWNER. This statement was filed with the County Clerk of Los Angeles County on 04/07/2022. The registrant(s) has (have) commenced to transact business under the fictitious business name or names listed above on N/A. NOTICE- This Fictitious Name Statement expires five years from the date it was filed in the office of the County Clerk. A new Fictitious Business Name Statement must be filed prior to that date. The filing of this statement does not of itself authorize the use in this state of a Fictitious Business Name in violation of the rights of another under Federal, State, or common law (See section 14411 et seq. Business and Professions Code)Publish: Mountain Views News/JDC bbox=[1141, 521, 1358, 680]
notice-publication-dates: Dates Pub: APRIL 23, 30, MAY 07, 14, 2022 bbox=[236, 887, 383, 897]
footer-website: Website: www.mtnviewsnews.com bbox=[1120, 2548, 1343, 2564]
notice-heading: FICTITIOUS BUSINESS NAME STATEMENT File No. 2022-066481 bbox=[463, 582, 679, 602]
notice-body: The following person(s) is (are) doing business as: FABIOLA LUNA DESIGNS, 10116 HUNT AVE, SOUTH GATE, CA 90280. Mailing address: P.O. BOX 1771, HUNTINGTON PARK, CA 90255. Full name of registrant(s) is (are) WILLIAM LUNA, 10116 HUNT AVE, SOUTH GATE, CA 90280; FABIOLA LUNA, 10116 HUNT AVE, SOUTH GATE, CA 90280. This Business is conducted by: A MARRIED COUPLE. Signed: WILLIAM LUNA, HUSBAND. This statement was filed with the County Clerk of Los Angeles County on 04/12/2022. The registrant(s) has (have) commenced to transact business under the fictitious business name or names listed above on 05/2017. NOTICE- This Fictitious Name Statement expires five years from the date it was filed in the office of the County Clerk. A new Fictitious Business Name Statement must be filed prior to that date. The filing of this statement does not of itself authorize the use in this state of a Fictitious Business Name in violation of the rights of another under Federal, State, or common law (See section 14411 et seq. Business and Professions Code)Publish: Mountain Views News/JDC bbox=[11, 1079, 227, 1257]
legal-notice bbox=[237, 115, 453, 301]
legal-notice bbox=[689, 99, 905, 183]
legal-notice bbox=[916, 1105, 1132, 1291]
notice-heading: FICTITIOUS BUSINESS NAME STATEMENT File No. 2022-072133 bbox=[915, 1489, 1132, 1508]
notice-heading: FICTITIOUS BUSINESS NAME STATEMENT File No. 2022-074809 bbox=[915, 335, 1132, 353]
notice-body: The following person(s) is (are) doing business as: OSMAN AUTOS, 4154 OLYMPIAD DR, VIEW PARK, CA 90043. Full name of registrant(s) is (are) MOHAMAD OSMAN MOUSSAOUI, 4154 OLYMPIAD DR, VIEW PARK, CA 90043. This Business is conducted by: AN INDIVIDUAL. Signed: MOHAMAD OSMAN MOUSSAOUI, OWNER. This statement was filed with the County Clerk of Los Angeles County on 04/08/2022. The registrant(s) has (have) commenced to transact business under the fictitious business name or names listed above on N/A. NOTICE- This Fictitious Name Statement expires five years from the date it was filed in the office of the County Clerk. A new Fictitious Business Name Statement must be filed prior to that date. The filing of this statement does not of itself authorize the use in this state of a Fictitious Business Name in violation of the rights of another under Federal, State, or common law (See section 14411 et seq. Business and Professions Code)Publish: Mountain Views News/JDC bbox=[463, 601, 679, 760]
notice-heading: FICTITIOUS BUSINESS NAME STATEMENT File No. 2022-062537 bbox=[915, 720, 1132, 738]
section-title: LEGAL NOTICES bbox=[12, 6, 528, 76]
notice-heading: FICTITIOUS BUSINESS NAME STATEMENT File No. 2022-078415 bbox=[689, 574, 905, 592]
notice-heading: FICTITIOUS BUSINESS NAME STATEMENT File No. 2022-079966 bbox=[463, 1929, 679, 1949]
notice-publication-dates: Dates Pub: APRIL 16, 23, 30, MAY 07, 2022 bbox=[1141, 276, 1288, 286]
notice-heading: FICTITIOUS BUSINESS NAME STATEMENT File No. 2022-069593 bbox=[236, 306, 453, 326]
notice-heading: FICTITIOUS BUSINESS NAME STATEMENT File No. 2022-075303 bbox=[1141, 1639, 1358, 1657]
footer-email: Email: editor@mtnviewsnews.com bbox=[880, 2548, 1104, 2564]
notice-heading: FICTITIOUS BUSINESS NAME STATEMENT File No. 2022-068476 bbox=[463, 1142, 679, 1160]
notice-body: The following person(s) is (are) doing business as: BLISS IMAGING SERVICES, 275 E CORDOVA ST, PASADENA, CA 91101. Full name of registrant(s) is (are) NING GUO, 275 E CORDOVA ST, PASADENA, CA 91101. This Business is conducted by: AN INDIVIDUAL. Signed: NING GUO, OWNER. This statement was filed with the County Clerk of Los Angeles County on 04/07/2022. The registrant(s) has (have) commenced to transact business under the fictitious business name or names listed above on N/A. NOTICE- This Fictitious Name Statement expires five years from the date it was filed in the office of the County Clerk. A new Fictitious Business Name Statement must be filed prior to that date. The filing of this statement does not of itself authorize the use in this state of a Fictitious Business Name in violation of the rights of another under Federal, State, or common law (See section 14411 et seq. Business and Professions Code)Publish: Mountain Views News/JDC bbox=[689, 1353, 905, 1502]
notice-heading: FICTITIOUS BUSINESS NAME STATEMENT File No. 2022-078657 bbox=[689, 1902, 905, 1921]
notice-body: The following person(s) is (are) doing business as: MAYAMI.US WELDING SERVICE, 14027 DILLERDALE ST, LA PUENTE, CA 91746. Full name of registrant(s) is (are) MARIA DE LA LUZ ROSALES GARCIA, 14027 DILLERDALE ST, LA PUENTE, CA 91746; MAYRA ARELLANO CASTANEDA, 14027 DILLERDALE ST, LA PUENTE, CA 91746. This Business is conducted by: A MARRIED COUPLE. Signed: MARIA DE LA LUZ ROSALES GARCIA, WIFE. This statement was filed with the County Clerk of Los Angeles County on 04/12/2022. bbox=[236, 1921, 453, 2004]
legal-notice bbox=[463, 391, 679, 578]
notice-heading: FICTITIOUS BUSINESS NAME STATEMENT File No. 2022-060799 bbox=[1141, 1079, 1358, 1099]
notice-heading: FICTITIOUS BUSINESS NAME STATEMENT File No. 2022-072466 bbox=[689, 757, 905, 775]
notice-publication-dates: Dates Pub: APRIL 23, 30, MAY 07, 14, 2022 bbox=[11, 276, 158, 286]
notice-heading: FICTITIOUS BUSINESS NAME STATEMENT File No. 2022-068699 bbox=[11, 99, 227, 118]
notice-publication-dates: Dates Pub: APRIL 16, 23, 30, MAY 07, 2022 bbox=[915, 1473, 1062, 1483]
notice-publication-dates: Dates Pub: APRIL 16, 23, 30, MAY 07, 2022 bbox=[915, 126, 1062, 136]
legal-notice bbox=[11, 1272, 227, 1467]
notice-heading: FICTITIOUS BUSINESS NAME STATEMENT File No. 2022-067662 bbox=[236, 1104, 453, 1123]
legal-notice bbox=[463, 198, 679, 385]
notice-body: The following person(s) is (are) doing business as: HAIR ERE, 1932 HACIENDA BLVD, LA PUENTE, CA 91744. Full name of registrant(s) is (are) MARTHA A. GONZALEZ, 1932 HACIENDA BLVD, LA PUENTE, CA 91744. This Business is conducted by: AN INDIVIDUAL. Signed: MARTHA A. GONZALEZ, OWNER. This statement was filed with the County Clerk of Los Angeles County on 04/08/2022. The registrant(s) has (have) commenced to transact business under the fictitious business name or names listed above on N/A. NOTICE- This Fictitious Name Statement expires five years from the date it was filed in the office of the County Clerk. A new Fictitious Business Name Statement must be filed prior to that date. The filing of this statement does not of itself authorize the use in this state of a Fictitious Business Name in violation of the rights of another under Federal, State, or common law (See section 14411 et seq. Business and Professions Code)Publish: Mountain Views News/JDC bbox=[11, 1887, 227, 2045]
notice-publication-dates: Dates Pub: APRIL 23, 30, MAY 07, 14, 2022 bbox=[463, 1309, 610, 1319]
notice-heading: FICTITIOUS BUSINESS NAME STATEMENT File No. 2022-080699 bbox=[1141, 1455, 1358, 1474]
legal-notice bbox=[1141, 695, 1358, 882]
notice-heading: FICTITIOUS BUSINESS NAME STATEMENT File No. 2022-079196 bbox=[689, 381, 905, 400]
notice-publication-dates: Dates Pub: APRIL 16, 23, 30, MAY 07, 2022 bbox=[689, 173, 836, 183]
notice-body: The following person(s) is (are) doing business as: HELEN & ARROW CONSULTING, 16819 CAMPAIGN DR APT 176, CARSON, CA 90746. Full name of registrant(s) is (are) HELEN ARROW DOTSON, 16819 CAMPAIGN DR APT 176, CARSON, CA 90746. This Business is conducted by: AN INDIVIDUAL. Signed: HELEN ARROW DOTSON, OWNER. This statement was filed with the County Clerk of Los Angeles County on 04/04/2022. The registrant(s) has (have) commenced to transact business under the fictitious business name or names listed above on N/A. NOTICE- This Fictitious Name Statement expires five years from the date it was filed in the office of the County Clerk. A new Fictitious Business Name Statement must be filed prior to that date. The filing of this statement does not of itself authorize the use in this state of a Fictitious Business Name in violation of the rights of another under Federal, State, or common law (See section 14411 et seq. Business and Professions Code)Publish: Mountain Views News/JDC bbox=[915, 1507, 1132, 1667]
legal-notice bbox=[689, 1334, 905, 1511]
notice-publication-dates: Dates Pub: APRIL 23, 30, MAY 07, 14, 2022 bbox=[11, 1045, 158, 1055]
notice-heading: FICTITIOUS BUSINESS NAME STATEMENT File No. 2022-068189 bbox=[236, 499, 453, 517]
legal-notice bbox=[916, 1297, 1132, 1484]
notice-body: The following person(s) is (are) doing business as: FARM 2 MARKET TRUCKING, 4212 S 97TH ST, INGLEWOOD, CA 90305. Full name of registrant(s) is (are) JESUS HERNANDEZ MARTINEZ, 4212 S 97TH ST, INGLEWOOD, CA 90305. This Business is conducted by: AN INDIVIDUAL. Signed: JESUS HERNANDEZ MARTINEZ, OWNER. This statement was filed with the County Clerk of Los Angeles County on 04/01/2022. The registrant(s) has (have) commenced to transact business under the fictitious business name or names listed above on N/A. NOTICE- This Fictitious Name Statement expires five years from the date it was filed in the office of the County Clerk. A new Fictitious Business Name Statement must be filed prior to that date. The filing of this statement does not of itself authorize the use in this state of a Fictitious Business Name in violation of the rights of another under Federal, State, or common law (See section 14411 et seq. Business and Professions Code)Publish: Mountain Views News/JDC bbox=[915, 738, 1132, 897]
notice-body: The following person(s) is (are) doing business as: SERNA'S AUTO COLLISION CENTER, SERNA'S AUTO BODY, SERNA'S AUTO RENTALS, 14902 RAMONA BLVD UNIT H, BALDWIN PARK, CA 91706. Full name of registrant(s) is (are) RAMONA SERNA, 14902 RAMONA BLVD UNIT H, BALDWIN PARK, CA 91706. This Business is conducted by: AN INDIVIDUAL. Signed: RAMONA SERNA, OWNER. This statement was filed with the County Clerk of Los Angeles County on 04/07/2022. The registrant(s) has (have) commenced to transact business under the fictitious business name or names listed above on N/A. NOTICE- This Fictitious Name Statement expires five years from the date it was filed in the office of the County Clerk. A new Fictitious Business Name Statement must be filed prior to that date. The filing of this statement does not of itself authorize the use in this state of a Fictitious Business Name in violation of the rights of another under Federal, State, or common law (See section 14411 et seq. Business and Professions Code)Publish: Mountain Views News/JDC bbox=[1141, 1657, 1358, 1825]
page-number: 13 bbox=[1312, 3, 1359, 51]
notice-body: The following person(s) is (are) doing business as: TUCKER FINANCIAL, 10880 WILSHIRE BLVD, SUITE 1101, LOS ANGELES, CA 90024. Full name of registrant(s) is (are) TUCKERFRANKLE LLC, 10880 WILSHIRE BLVD, SUITE 1101, LOS ANGELES, CA 90024. This Business is conducted by: A LIMITED LIABILITY COMPANY. Signed: CLARENCE LEE TUCKER, MANAGER. This statement was filed with the County Clerk of Los Angeles County on 04/12/2022. The registrant(s) has (have) commenced to transact business under the fictitious business name or names listed above on N/A. NOTICE- This Fictitious Name Statement expires five years from the date it was filed in the office of the County Clerk. A new Fictitious Business Name Statement must be filed prior to that date. The filing of this statement does not of itself authorize the use in this state of a Fictitious Business Name in violation of the rights of another under Federal, State, or common law (See section 14411 et seq. Business and Professions Code)Publish: Mountain Views News/JDC bbox=[463, 1747, 679, 1915]
notice-column bbox=[232, 97, 459, 2535]
notice-body: NOTICE- This Fictitious Name Statement expires five years from the date it was filed in the office of the County Clerk. A new Fictitious Business Name Statement must be filed prior to that date. The filing of this statement does not of itself authorize the use in this state of a Fictitious Business Name in violation of the rights of another under Federal, State, or common law (See section 14411 et seq. Business and Professions Code)Publish: Mountain Views News/JDC bbox=[689, 99, 905, 174]
notice-heading: FICTITIOUS BUSINESS NAME STATEMENT File No. 2022-069505 bbox=[236, 902, 453, 921]
legal-notice bbox=[689, 1142, 905, 1328]
notice-heading: FICTITIOUS BUSINESS NAME STATEMENT File No. 2022-066150 bbox=[463, 390, 679, 409]
notice-body: The following person(s) is (are) doing business as: EL ZUNZAL RESTAURANT PUPUSERIA, 6634 EASTERN AVE, BELL GARDENS, CA 90201. Full name of registrant(s) is (are) TROY HERNANDEZ, 6634 EASTERN AVE, BELL GARDENS, CA 90201. This Business is conducted by: AN INDIVIDUAL. Signed: TROY HERNANDEZ, OWNER. This statement was filed with the County Clerk of Los Angeles County on 04/05/2022. The registrant(s) has (have) commenced to transact business under the fictitious business name or names listed above on N/A. NOTICE- This Fictitious Name Statement expires five years from the date it was filed in the office of the County Clerk. A new Fictitious Business Name Statement must be filed prior to that date. The filing of this statement does not of itself authorize the use in this state of a Fictitious Business Name in violation of the rights of another under Federal, State, or common law (See section 14411 et seq. Business and Professions Code)Publish: Mountain Views News/JDC bbox=[915, 160, 1132, 320]
notice-body: The following person(s) is (are) doing business as: E MARKET, 1601 E IMPERIAL HWY SUITE 102, LOS ANGELES, CA 90059. Full name of registrant(s) is (are) HISHAM GMAIL ELBASSIOUNY, 1601 E IMPERIAL HWY SUITE 102, LOS ANGELES, CA 90059. This Business is conducted by: AN INDIVIDUAL. Signed: HISHAM GMAIL ELBASSIOUNY, OWNER. This statement was filed with the County Clerk of Los Angeles County on 04/06/2022. The registrant(s) has (have) commenced to transact business under the fictitious business name or names listed above on N/A. NOTICE- This Fictitious Name Statement expires five years from the date it was filed in the office of the County Clerk. A new Fictitious Business Name Statement must be filed prior to that date. The filing of this statement does not of itself authorize the use in this state of a Fictitious Business Name in violation of the rights of another under Federal, State, or common law (See section 14411 et seq. Business and Professions Code)Publish: Mountain Views News/JDC bbox=[11, 694, 227, 854]
notice-publication-dates: Dates Pub: APRIL 16, 23, 30, MAY 07, 2022 bbox=[1141, 1248, 1288, 1257]
notice-publication-dates: Dates Pub: APRIL 23, 30, MAY 07, 14, 2022 bbox=[236, 291, 383, 300]
notice-publication-dates: Dates Pub: APRIL 23, 30, MAY 07, 14, 2022 bbox=[236, 1300, 383, 1310]
legal-notice bbox=[463, 1535, 679, 1722]
notice-body: The following person(s) is (are) doing business as: SPEEDY MOBILE TIRE SERVICES, 613 W CENTURY BOULEVARD, INGLEWOOD, CA 90301. Full name of registrant(s) is (are) SPEEDY MOBILE TIRE SERVICES LLC, 613 W CENTURY BOULEVARD, INGLEWOOD, CA 90301. This Business is conducted by: A LIMITED LIABILITY COMPANY. Signed: ROCAEL SOTO, MANAGER. This statement was filed with the County Clerk of Los Angeles County on 04/05/2022. The registrant(s) has (have) commenced to transact business under the fictitious business name or names listed above on 01/2022. NOTICE- This Fictitious Name Statement expires five years from the date it was filed in the office of the County Clerk. A new Fictitious Business Name Statement must be filed prior to that date. The filing of this statement does not of itself authorize the use in this state of a Fictitious Business Name in violation of the rights of another under Federal, State, or common law (See section 14411 et seq. Business and Professions Code)Publish: Mountain Views News/JDC bbox=[1141, 1858, 1358, 2027]
notice-heading: FICTITIOUS BUSINESS NAME STATEMENT File No. 2022-077107 bbox=[689, 1517, 905, 1535]
footer-brand: Mountain Views News bbox=[10, 2548, 172, 2564]
notice-heading: FICTITIOUS BUSINESS NAME STATEMENT File No. 2022-079889 bbox=[915, 1874, 1132, 1892]
notice-body: The following person(s) is (are) doing business as: SUSHI ROLL & GRILL, 13117 GALE AVE, HACIENDA HEIGHTS, CA 91745. Full name of registrant(s) is (are) SUNOK CORPORATION, 13117 GALE AVE, HACIENDA HEIGHTS, CA 91745. This Business is conducted by: A CORPORATION. Signed: SUNOK CORP, CEO. This statement was filed with the County Clerk of Los Angeles County on 04/14/2022. bbox=[463, 1949, 679, 2014]
notice-heading: FICTITIOUS BUSINESS NAME STATEMENT File No. 2022-078800 bbox=[689, 1710, 905, 1728]
notice-body: The following person(s) is (are) doing business as: CULTIVATE VISIONS LLC, 4350 GAGE AVE STE C, BELL, CA 90201. Full name of registrant(s) is (are) CULTIVATE VISIONS LLC, 4350 GAGE AVE STE C, BELL, CA 90201. This Business is conducted by: A LIMITED LIABILITY COMPANY. Signed: EDUARDO SEPULVEDA, MANAGING MEMBER. This statement was filed with the County Clerk of Los Angeles County on 04/12/2022. The registrant(s) has (have) commenced to transact business under the fictitious business name or names listed above on N/A. NOTICE- This Fictitious Name Statement expires five years from the date it was filed in the office of the County Clerk. A new Fictitious Business Name Statement must be filed prior to that date. The filing of this statement does not of itself authorize the use in this state of a Fictitious Business Name in violation of the rights of another under Federal, State, or common law (See section 14411 et seq. Business and Professions Code)Publish: Mountain Views News/JDC bbox=[689, 1728, 905, 1887]
notice-heading: FICTITIOUS BUSINESS NAME STATEMENT File No. 2022-065613 bbox=[236, 1315, 453, 1334]
notice-heading: FICTITIOUS BUSINESS NAME STATEMENT File No. 2022-068976 bbox=[11, 483, 227, 503]
legal-notice bbox=[237, 99, 453, 109]
notice-heading: FICTITIOUS BUSINESS NAME STATEMENT File No. 2022-068184 bbox=[236, 700, 453, 720]
footer-office-phone: Office: 626.355.2737 bbox=[588, 2548, 724, 2564]
legal-notice bbox=[237, 1316, 453, 1502]
notice-body: The following person(s) is (are) doing business as: MR & MRS. PROPS, 2336 LAS LOMITAS DRIVE, HACIENDA HEIGHTS, CA 91745. Full name of registrant(s) is (are) JULIO CESAR GARCIA, 2336 LAS LOMITAS DRIVE, HACIENDA HEIGHTS, CA 91745. This Business is conducted by: AN INDIVIDUAL. Signed: JULIO CESAR GARCIA, OWNER. This statement was filed with the County Clerk of Los Angeles County on 04/11/2022. The registrant(s) has (have) commenced to transact business under the fictitious business name or names listed above on 03/2022. NOTICE- This Fictitious Name Statement expires five years from the date it was filed in the office of the County Clerk. A new Fictitious Business Name Statement must be filed prior to that date. The filing of this statement does not of itself authorize the use in this state of a Fictitious Business Name in violation of the rights of another under Federal, State, or common law (See section 14411 et seq. Business and Professions Code)Publish: Mountain Views News/JDC bbox=[463, 217, 679, 375]
notice-body: The following person(s) is (are) doing business as: TRUE CLASSIC, 123 S BRIMSDALE AVE, LOS ANGELES, CA 90034. Full name of registrant(s) is (are) TRUE CLASSIC LLC, 123 S BRIMSDALE AVE, LOS ANGELES, CA 90034. This Business is conducted by: A LIMITED LIABILITY COMPANY. Signed: FRANK ORTEGA, CEO. This statement was filed with the County Clerk of Los Angeles County on 04/14/2022. The registrant(s) has (have) commenced to transact business under the fictitious business name or names listed above on N/A. NOTICE- This Fictitious Name Statement expires five years from the date it was filed in the office of the County Clerk. A new Fictitious Business Name Statement must be filed prior to that date. The filing of this statement does not of itself authorize the use in this state of a Fictitious Business Name in violation of the rights of another under Federal, State, or common law (See section 14411 et seq. Business and Professions Code)Publish: Mountain Views News/JDC bbox=[463, 1554, 679, 1713]
notice-body: The following person(s) is (are) doing business as: FRESH CUTS BARBER SHOP & BEAUTY SALON, 12305 SOUTH ST, CERRITOS, CA 90701. Full name of registrant(s) is (are) AURORA SULEMA FLORES MARTINEZ, 12305 SOUTH ST, CERRITOS, CA 90701. This Business is conducted by: AN INDIVIDUAL. Signed: AURORA SULEMA FLORES MARTINEZ, OWNER. This statement was filed with the County Clerk of Los Angeles County on 04/08/2022. The registrant(s) has (have) commenced to transact business under the fictitious business name or names listed above on N/A. NOTICE- This Fictitious Name Statement expires five years from the date it was filed in the office of the County Clerk. A new Fictitious Business Name Statement must be filed prior to that date. The filing of this statement does not of itself authorize the use in this state of a Fictitious Business Name in violation of the rights of another under Federal, State, or common law (See section 14411 et seq. Business and Professions Code)Publish: Mountain Views News/JDC bbox=[11, 1290, 227, 1459]
notice-body: The following person(s) is (are) doing business as: EAST & FEAST CATERING, 423 E ARROW HWY, AZUSA, CA 91702. Full name of registrant(s) is (are) MEHRAN ABDELHAKIM, 423 E ARROW HWY, AZUSA, CA 91702. This Business is conducted by: AN INDIVIDUAL. Signed: MEHRAN ABDELHAKIM, OWNER. This statement was filed with the County Clerk of Los Angeles County on 04/11/2022. bbox=[689, 1921, 905, 1986]
legal-notice bbox=[237, 499, 453, 694]
legal-notice bbox=[11, 1061, 227, 1266]
legal-notice bbox=[11, 1868, 227, 2055]
notice-heading: FICTITIOUS BUSINESS NAME STATEMENT File No. 2022-065615 bbox=[11, 1272, 227, 1291]
notice-body: The following person(s) is (are) doing business as: BONNO BEAUTY, 4903 S ALAMEDA ST #9, VERNON, CA 90058. Full name of registrant(s) is (are) EDUARDO PULIDO BLANCO, 8201 LANKEN ST, DOWNEY, CA 90242. This Business is conducted by: AN INDIVIDUAL. Signed: EDUARDO PULIDO BLANCO, OWNER. This statement was filed with the County Clerk of Los Angeles County on 04/05/2022. The registrant(s) has (have) commenced to transact business under the fictitious business name or names listed above on N/A. NOTICE- This Fictitious Name Statement expires five years from the date it was filed in the office of the County Clerk. A new Fictitious Business Name Statement must be filed prior to that date. The filing of this statement does not of itself authorize the use in this state of a Fictitious Business Name in violation of the rights of another under Federal, State, or common law (See section 14411 et seq. Business and Professions Code)Publish: Mountain Views News/JDC bbox=[689, 1160, 905, 1319]
legal-notice bbox=[689, 1517, 905, 1704]
notice-body: The following person(s) is (are) doing business as: MORALES BARBER SHOP, 6108 HOOPER AVE, LOS ANGELES, CA 90001. Full name of registrant(s) is (are) EDGAR DANIEL MORALES ESPINOZA, 6108 HOOPER AVE, LOS ANGELES, CA 90001. This Business is conducted by: AN INDIVIDUAL. Signed: EDGAR DANIEL MORALES ESPINOZA, OWNER. This statement was filed with the County Clerk of Los Angeles County on 04/08/2022. The registrant(s) has (have) commenced to transact business under the fictitious business name or names listed above on N/A. NOTICE- This Fictitious Name Statement expires five years from the date it was filed in the office of the County Clerk. A new Fictitious Business Name Statement must be filed prior to that date. The filing of this statement does not of itself authorize the use in this state of a Fictitious Business Name in violation of the rights of another under Federal, State, or common law (See section 14411 et seq. Business and Professions Code)Publish: Mountain Views News/JDC bbox=[463, 409, 679, 568]
notice-publication-dates: Dates Pub: APRIL 16, 23, 30, MAY 07, 2022 bbox=[689, 366, 836, 375]
notice-heading: FICTITIOUS BUSINESS NAME STATEMENT File No. 2022-075159 bbox=[915, 1296, 1132, 1316]
notice-heading: FICTITIOUS BUSINESS NAME STATEMENT File No. 2022-070801 bbox=[1141, 1840, 1358, 1859]
notice-publication-dates: Dates Pub: APRIL 16, 23, 30, MAY 07, 2022 bbox=[1141, 2027, 1288, 2036]
legal-notice bbox=[463, 1324, 679, 1530]
notice-publication-dates: Dates Pub: APRIL 16, 23, 30, MAY 07, 2022 bbox=[1141, 872, 1288, 882]
notice-heading: FICTITIOUS BUSINESS NAME STATEMENT File No. 2022-069190 bbox=[463, 1728, 679, 1747]
notice-publication-dates: Dates Pub: APRIL 23, 30, MAY 07, 14, 2022 bbox=[463, 183, 610, 193]
notice-publication-dates: Dates Pub: APRIL 23, 30, MAY 07, 14, 2022 bbox=[463, 1126, 610, 1136]
notice-publication-dates: Dates Pub: APRIL 16, 23, 30, MAY 07, 2022 bbox=[1141, 1623, 1288, 1633]
notice-heading: FICTITIOUS BUSINESS NAME STATEMENT File No. 2022-065617 bbox=[11, 1473, 227, 1493]
notice-heading: FICTITIOUS BUSINESS NAME STATEMENT File No. 2022-078538 bbox=[689, 939, 905, 959]
notice-body: The following person(s) is (are) doing business as: GA SANCHEZ TRANSPORTATION, 1901 CORTLAND ST, LYNWOOD, CA 90262. Full name of registrant(s) is (are) GERARDO SANCHEZ, 1901 CORTLAND ST, LYNWOOD, CA 90262. This Business is conducted by: AN INDIVIDUAL. Signed: GERARDO SANCHEZ, OWNER. This statement was filed with the County Clerk of Los Angeles County on 04/08/2022. The registrant(s) has (have) commenced to transact business under the fictitious business name or names listed above on 04/2022. NOTICE- This Fictitious Name Statement expires five years from the date it was filed in the office of the County Clerk. A new Fictitious Business Name Statement must be filed prior to that date. The filing of this statement does not of itself authorize the use in this state of a Fictitious Business Name in violation of the rights of another under Federal, State, or common law (See section 14411 et seq. Business and Professions Code)Publish: Mountain Views News/JDC bbox=[11, 1694, 227, 1853]
notice-publication-dates: Dates Pub: APRIL 16, 23, 30, MAY 07, 2022 bbox=[1141, 1440, 1288, 1450]
notice-body: The following person(s) is (are) doing business as: LEAWY TOBACCO, 2108 N SANTA FE AVE, COMPTON, CA 90222. Full name of registrant(s) is (are) ROSHDEY MOHAMED RASHED, 2108 N SANTA FE AVE, COMPTON, CA 90222. This Business is conducted by: AN INDIVIDUAL. Signed: ROSHDEY MOHAMED RASHED, OWNER. This statement was filed with the County Clerk of Los Angeles County on 04/06/2022. The registrant(s) has (have) commenced to transact business under the fictitious business name or names listed above on N/A. NOTICE- This Fictitious Name Statement expires five years from the date it was filed in the office of the County Clerk. A new Fictitious Business Name Statement must be filed prior to that date. The filing of this statement does not of itself authorize the use in this state of a Fictitious Business Name in violation of the rights of another under Federal, State, or common law (See section 14411 et seq. Business and Professions Code)Publish: Mountain Views News/JDC bbox=[11, 887, 227, 1046]
paper-dateline bbox=[1026, 70, 1359, 89]
legal-notice bbox=[463, 776, 679, 953]
notice-heading: FICTITIOUS BUSINESS NAME STATEMENT File No. 2022-062154 bbox=[463, 1535, 679, 1555]
legal-notice bbox=[1141, 503, 1358, 689]
notice-heading: FICTITIOUS BUSINESS NAME STATEMENT File No. 2022-073086 bbox=[1141, 694, 1358, 714]
notice-publication-dates: Dates Pub: APRIL 23, 30, MAY 07, 14, 2022 bbox=[236, 99, 383, 108]
legal-notice bbox=[463, 1728, 679, 1923]
notice-publication-dates: Dates Pub: APRIL 23, 30, MAY 07, 14, 2022 bbox=[236, 1684, 383, 1694]
legal-notice bbox=[463, 1930, 679, 2014]
notice-publication-dates: Dates Pub: APRIL 23, 30, MAY 07, 14, 2022 bbox=[463, 568, 610, 578]
notice-body: The following person(s) is (are) doing business as: EL ZUNZAL RESTAURANT PUPUSERIA, 6311 ATLANTIC AVE, BELL, CA 90201. Full name of registrant(s) is (are) TROY HERNANDEZ, 6311 ATLANTIC AVE, BELL, CA 90201. This Business is conducted by: AN INDIVIDUAL. Signed: TROY HERNANDEZ, OWNER. This statement was filed with the County Clerk of Los Angeles County on 04/05/2022. The registrant(s) has (have) commenced to transact business under the fictitious business name or names listed above on N/A. NOTICE- This Fictitious Name Statement expires five years from the date it was filed in the office of the County Clerk. A new Fictitious Business Name Statement must be filed prior to that date. The filing of this statement does not of itself authorize the use in this state of a Fictitious Business Name in violation of the rights of another under Federal, State, or common law (See section 14411 et seq. Business and Professions Code)Publish: Mountain Views News/JDC bbox=[915, 353, 1132, 512]
page-footer bbox=[0, 2540, 1369, 2576]
notice-heading: FICTITIOUS BUSINESS NAME STATEMENT File No. 2022-075504 bbox=[689, 1334, 905, 1353]
notice-body: The following person(s) is (are) doing business as: ARACELI PEREZ INSURANCE SERVICES, 2200 SOUTHSIDE DRIVE, MONTEBELLO, CA 90640. Full name of registrant(s) is (are) ARACELI PEREZ, 2200 SOUTHSIDE DRIVE, MONTEBELLO, CA 90640. This Business is conducted by: AN INDIVIDUAL. Signed: ARACELI PEREZ, OWNER. This statement was filed with the County Clerk of Los Angeles County on 04/11/2022. The registrant(s) has (have) commenced to transact business under the fictitious business name or names listed above on N/A. NOTICE- This Fictitious Name Statement expires five years from the date it was filed in the office of the County Clerk. A new Fictitious Business Name Statement must be filed prior to that date. The filing of this statement does not of itself authorize the use in this state of a Fictitious Business Name in violation of the rights of another under Federal, State, or common law (See section 14411 et seq. Business and Professions Code)Publish: Mountain Views News/JDC bbox=[11, 310, 227, 469]
notice-heading: FICTITIOUS BUSINESS NAME STATEMENT File No. 2022-068837 bbox=[236, 1700, 453, 1719]
notice-column bbox=[6, 97, 232, 2535]
notice-publication-dates: Dates Pub: APRIL 16, 23, 30, MAY 07, 2022 bbox=[689, 925, 836, 935]
legal-notice bbox=[11, 484, 227, 671]
notice-publication-dates: Dates Pub: APRIL 23, 30, MAY 07, 14, 2022 bbox=[11, 2045, 158, 2055]
notice-publication-dates: Dates Pub: APRIL 16, 23, 30, MAY 07, 2022 bbox=[689, 1126, 836, 1136]
notice-publication-dates: Dates Pub: APRIL 23, 30, MAY 07, 14, 2022 bbox=[11, 661, 158, 671]
footer-contact-line bbox=[10, 2548, 1359, 2565]
legal-notice bbox=[689, 940, 905, 1136]
